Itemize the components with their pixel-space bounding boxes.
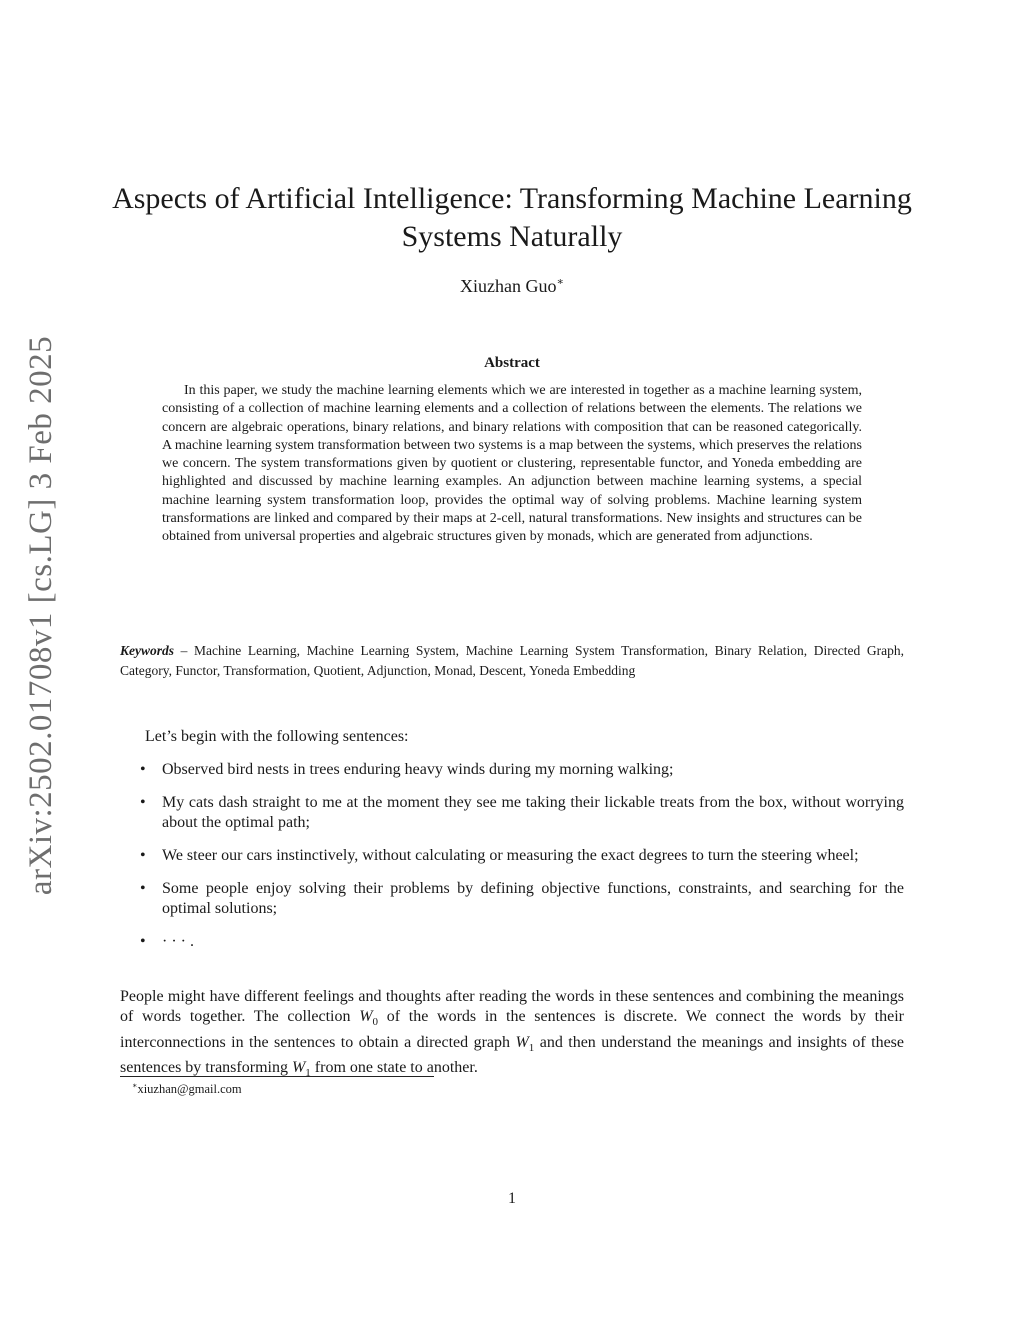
math-subscript: 1 xyxy=(528,1041,535,1054)
example-sentence-list xyxy=(120,760,904,965)
math-w0 xyxy=(359,1008,379,1029)
author-line xyxy=(0,275,1024,297)
list-item xyxy=(120,793,904,833)
bullet-icon: • xyxy=(140,794,146,811)
math-w1 xyxy=(515,1033,535,1054)
paper-title xyxy=(110,180,914,256)
math-var: W xyxy=(291,1059,306,1077)
list-item-text: Observed bird nests in trees enduring heavy winds during my morning walking; xyxy=(162,761,674,778)
list-item xyxy=(120,760,904,780)
footnote-email: xiuzhan@gmail.com xyxy=(137,1082,242,1097)
keywords-paragraph xyxy=(120,641,904,681)
abstract-body: In this paper, we study the machine learning elements which we are interested in together as a machine learning system, consisting of a collection of machine learning elements and a collection of relations between the elements. The relations we concern are algebraic operations, binary relations, and binary relations with composition that can be reasoned categorically. A machine learning system transformation between two systems is a map between the systems, which preserves the relations we concern. The system transformations given by quotient or clustering, representable functor, and Yoneda embedding are highlighted and discussed by machine learning examples. An adjunction between machine learning systems, a special machine learning system transformation loop, provides the optimal way of solving problems. Machine learning system transformations are linked and compared by their maps at 2-cell, natural transformations. New insights and structures can be obtained from universal properties and algebraic structures given by monads, which are generated from adjunctions. xyxy=(162,383,862,545)
closing-text-3: and then understand the meanings and insights of these sentences by transforming xyxy=(120,1033,905,1077)
list-item xyxy=(120,879,904,919)
math-subscript: 0 xyxy=(372,1016,379,1029)
math-var: W xyxy=(359,1008,373,1026)
title-line-1: Aspects of Artificial Intelligence: Transforming Machine Learning xyxy=(112,182,912,215)
arxiv-side-stamp xyxy=(22,330,62,900)
closing-paragraph xyxy=(120,987,904,1084)
footnote xyxy=(132,1081,242,1097)
arxiv-identifier: arXiv:2502.01708v1 [cs.LG] 3 Feb 2025 xyxy=(23,335,60,895)
list-item-text: · · · . xyxy=(162,933,194,950)
list-item-text: My cats dash straight to me at the moment they see me taking their lickable treats from the box, without worrying about the optimal path; xyxy=(162,794,904,831)
title-line-2: Systems Naturally xyxy=(401,220,623,253)
bullet-icon: • xyxy=(140,847,146,864)
closing-text-4: from one state to another. xyxy=(310,1059,478,1077)
keywords-label: Keywords xyxy=(120,643,174,658)
list-item xyxy=(120,846,904,866)
keywords-text: Machine Learning, Machine Learning System, Machine Learning System Transformation, Binary Relation, Directed Graph, Category, Functor, Transformation, Quotient, Adjunction, Monad, Descent, Yoneda Embedding xyxy=(120,643,905,678)
author-footnote-mark: ∗ xyxy=(556,276,564,288)
list-item-text: We steer our cars instinctively, without calculating or measuring the exact degrees to turn the steering wheel; xyxy=(162,847,859,864)
author-name: Xiuzhan Guo xyxy=(460,276,557,296)
math-var: W xyxy=(515,1033,529,1051)
footnote-divider xyxy=(120,1076,434,1077)
bullet-icon: • xyxy=(140,761,146,778)
list-item-text: Some people enjoy solving their problems by defining objective functions, constraints, and searching for the optimal solutions; xyxy=(162,880,904,917)
keywords-separator: – xyxy=(174,643,195,658)
closing-text-2: of the words in the sentences is discrete. We connect the words by their interconnections in the sentences to obtain a directed graph xyxy=(120,1008,905,1051)
footnote-mark: ∗ xyxy=(132,1081,138,1090)
closing-text-1: People might have different feelings and thoughts after reading the words in these sentences and combining the meanings of words together. The collection xyxy=(120,988,904,1026)
abstract-heading: Abstract xyxy=(484,355,540,371)
page-number: 1 xyxy=(508,1190,516,1207)
intro-sentence: Let’s begin with the following sentences: xyxy=(145,728,409,745)
bullet-icon: • xyxy=(140,880,146,897)
math-w1 xyxy=(291,1059,311,1080)
list-item xyxy=(120,932,904,952)
bullet-icon: • xyxy=(140,933,146,950)
math-subscript: 1 xyxy=(305,1067,311,1080)
